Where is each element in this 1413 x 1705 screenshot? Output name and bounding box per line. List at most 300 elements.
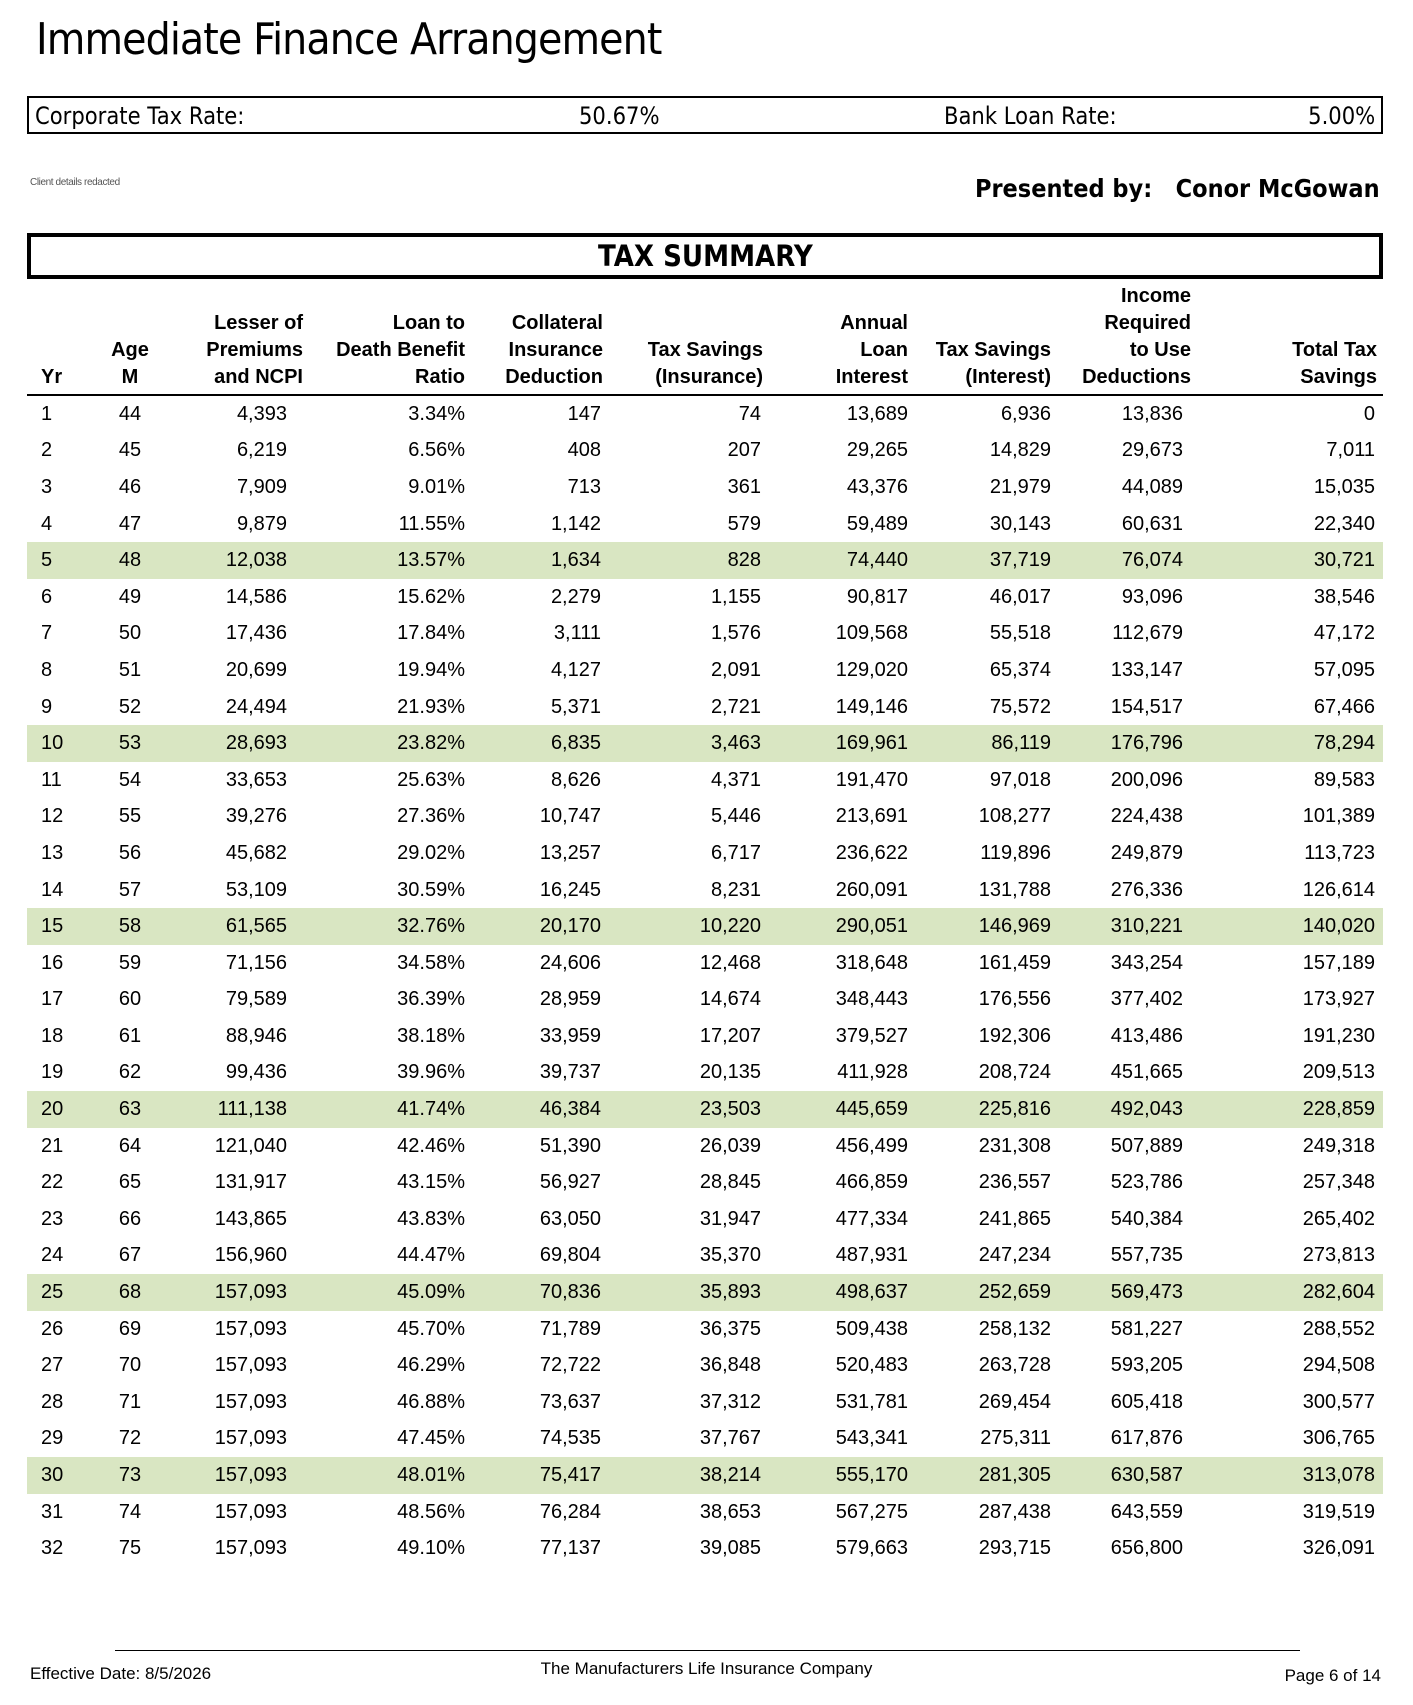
company-name: The Manufacturers Life Insurance Company <box>540 1659 873 1678</box>
cell-age: 64 <box>118 1134 142 1157</box>
cell-collateral-deduction: 75,417 <box>471 1457 609 1494</box>
table-row <box>27 725 1383 762</box>
cell-tax-savings-insurance: 39,085 <box>699 1537 761 1560</box>
cell-tax-savings-insurance: 579 <box>727 512 761 535</box>
table-row <box>27 1018 1383 1055</box>
cell-total-tax-savings: 273,813 <box>1302 1244 1375 1267</box>
cell-premiums: 20,699 <box>225 658 287 681</box>
cell-age: 48 <box>89 542 171 579</box>
cell-yr: 2 <box>41 439 53 462</box>
presented-by <box>975 174 1380 203</box>
cell-tax-savings-insurance: 2,091 <box>710 658 761 681</box>
table-row <box>27 762 1383 799</box>
cell-total-tax-savings: 126,614 <box>1302 878 1375 901</box>
header-line: Required <box>1104 312 1191 334</box>
cell-tax-savings-interest: 46,017 <box>989 585 1051 608</box>
bank-loan-rate-label: Bank Loan Rate: <box>944 102 1117 130</box>
cell-collateral-deduction: 69,804 <box>539 1244 601 1267</box>
cell-collateral-deduction: 76,284 <box>539 1500 601 1523</box>
cell-loan-ratio: 3.34% <box>408 402 465 425</box>
page-number: Page 6 of 14 <box>1284 1666 1381 1685</box>
cell-annual-loan-interest: 445,659 <box>769 1091 914 1128</box>
cell-age: 53 <box>89 725 171 762</box>
cell-income-required: 76,074 <box>1057 542 1197 579</box>
header-line: Tax Savings <box>647 339 763 361</box>
cell-yr: 29 <box>41 1427 64 1450</box>
cell-yr: 30 <box>27 1457 89 1494</box>
cell-collateral-deduction: 71,789 <box>539 1317 601 1340</box>
cell-loan-ratio: 43.15% <box>397 1171 465 1194</box>
table-row <box>27 616 1383 653</box>
cell-income-required: 112,679 <box>1112 622 1183 645</box>
footer-divider <box>115 1650 1300 1651</box>
cell-tax-savings-insurance: 12,468 <box>699 951 761 974</box>
cell-age: 70 <box>118 1354 142 1377</box>
cell-loan-ratio: 43.83% <box>397 1207 465 1230</box>
cell-income-required: 224,438 <box>1110 805 1183 828</box>
cell-loan-ratio: 25.63% <box>397 768 465 791</box>
cell-income-required: 581,227 <box>1110 1317 1183 1340</box>
cell-total-tax-savings: 113,723 <box>1304 841 1375 864</box>
table-row <box>27 1311 1383 1348</box>
cell-age: 58 <box>89 908 171 945</box>
cell-loan-ratio: 34.58% <box>397 951 465 974</box>
cell-annual-loan-interest: 579,663 <box>835 1537 908 1560</box>
cell-premiums: 111,138 <box>171 1091 309 1128</box>
cell-tax-savings-insurance: 36,375 <box>699 1317 761 1340</box>
cell-income-required: 451,665 <box>1110 1061 1183 1084</box>
cell-premiums: 131,917 <box>214 1171 287 1194</box>
cell-age: 68 <box>89 1274 171 1311</box>
cell-loan-ratio: 21.93% <box>397 695 465 718</box>
cell-income-required: 310,221 <box>1057 908 1197 945</box>
cell-total-tax-savings: 313,078 <box>1197 1457 1383 1494</box>
cell-tax-savings-insurance: 37,312 <box>699 1390 761 1413</box>
cell-total-tax-savings: 191,230 <box>1302 1024 1375 1047</box>
table-row <box>27 652 1383 689</box>
cell-collateral-deduction: 16,245 <box>539 878 601 901</box>
cell-age: 75 <box>118 1537 142 1560</box>
cell-income-required: 343,254 <box>1110 951 1183 974</box>
cell-collateral-deduction: 1,142 <box>550 512 601 535</box>
cell-collateral-deduction: 8,626 <box>550 768 601 791</box>
table-row <box>27 908 1383 945</box>
cell-loan-ratio: 6.56% <box>408 439 465 462</box>
header-line: Death Benefit <box>336 339 465 361</box>
cell-tax-savings-insurance: 14,674 <box>699 988 761 1011</box>
cell-yr: 12 <box>41 805 64 828</box>
cell-annual-loan-interest: 543,341 <box>835 1427 908 1450</box>
cell-tax-savings-insurance: 35,370 <box>699 1244 761 1267</box>
cell-age: 62 <box>118 1061 142 1084</box>
table-row <box>27 689 1383 726</box>
cell-tax-savings-interest: 65,374 <box>989 658 1051 681</box>
cell-collateral-deduction: 10,747 <box>539 805 601 828</box>
cell-premiums: 157,093 <box>171 1274 309 1311</box>
cell-loan-ratio: 15.62% <box>397 585 465 608</box>
cell-loan-ratio: 17.84% <box>397 622 465 645</box>
cell-tax-savings-insurance: 36,848 <box>699 1354 761 1377</box>
cell-age: 54 <box>118 768 142 791</box>
header-line: Age <box>111 339 149 361</box>
cell-income-required: 200,096 <box>1110 768 1183 791</box>
table-row <box>27 1384 1383 1421</box>
header-collateral-deduction <box>471 279 609 395</box>
table-header-row <box>27 279 1383 395</box>
cell-premiums: 53,109 <box>225 878 287 901</box>
cell-collateral-deduction: 33,959 <box>539 1024 601 1047</box>
cell-yr: 14 <box>41 878 64 901</box>
header-age <box>89 279 171 395</box>
cell-premiums: 28,693 <box>171 725 309 762</box>
cell-age: 59 <box>118 951 142 974</box>
cell-loan-ratio: 30.59% <box>397 878 465 901</box>
cell-tax-savings-interest: 236,557 <box>978 1171 1051 1194</box>
table-row <box>27 1421 1383 1458</box>
cell-loan-ratio: 48.56% <box>397 1500 465 1523</box>
cell-age: 60 <box>118 988 142 1011</box>
header-line: Savings <box>1300 366 1377 388</box>
header-line: Income <box>1120 285 1191 307</box>
cell-collateral-deduction: 3,111 <box>553 622 601 645</box>
bank-loan-rate-value: 5.00% <box>1307 102 1375 130</box>
cell-loan-ratio: 39.96% <box>397 1061 465 1084</box>
header-line: (Interest) <box>965 366 1051 388</box>
cell-premiums: 33,653 <box>225 768 287 791</box>
cell-collateral-deduction: 147 <box>567 402 601 425</box>
cell-total-tax-savings: 30,721 <box>1197 542 1383 579</box>
corporate-tax-rate-label: Corporate Tax Rate: <box>35 102 245 130</box>
cell-loan-ratio: 36.39% <box>397 988 465 1011</box>
cell-total-tax-savings: 257,348 <box>1302 1171 1375 1194</box>
cell-age: 51 <box>118 658 142 681</box>
cell-tax-savings-insurance: 6,717 <box>710 841 761 864</box>
cell-collateral-deduction: 2,279 <box>550 585 601 608</box>
cell-yr: 17 <box>41 988 64 1011</box>
header-tax-savings-insurance <box>609 279 769 395</box>
cell-total-tax-savings: 306,765 <box>1302 1427 1375 1450</box>
cell-total-tax-savings: 288,552 <box>1302 1317 1375 1340</box>
cell-premiums: 157,093 <box>214 1317 287 1340</box>
cell-age: 65 <box>118 1171 142 1194</box>
cell-age: 56 <box>118 841 142 864</box>
cell-tax-savings-interest: 14,829 <box>989 439 1051 462</box>
table-row <box>27 945 1383 982</box>
cell-premiums: 61,565 <box>171 908 309 945</box>
cell-tax-savings-insurance: 17,207 <box>699 1024 761 1047</box>
cell-total-tax-savings: 57,095 <box>1313 658 1375 681</box>
cell-yr: 16 <box>41 951 64 974</box>
cell-tax-savings-interest: 161,459 <box>978 951 1051 974</box>
cell-loan-ratio: 27.36% <box>397 805 465 828</box>
cell-tax-savings-interest: 192,306 <box>978 1024 1051 1047</box>
cell-premiums: 88,946 <box>225 1024 287 1047</box>
cell-income-required: 507,889 <box>1110 1134 1183 1157</box>
cell-income-required: 593,205 <box>1110 1354 1183 1377</box>
cell-tax-savings-interest: 30,143 <box>989 512 1051 535</box>
cell-collateral-deduction: 72,722 <box>539 1354 601 1377</box>
cell-tax-savings-interest: 119,896 <box>980 841 1051 864</box>
header-premiums <box>171 279 309 395</box>
cell-income-required: 540,384 <box>1110 1207 1183 1230</box>
corporate-tax-rate-value: 50.67% <box>579 102 660 130</box>
cell-collateral-deduction: 77,137 <box>539 1537 601 1560</box>
cell-income-required: 154,517 <box>1110 695 1183 718</box>
cell-tax-savings-interest: 86,119 <box>914 725 1057 762</box>
cell-loan-ratio: 23.82% <box>309 725 471 762</box>
cell-total-tax-savings: 249,318 <box>1302 1134 1375 1157</box>
cell-tax-savings-insurance: 2,721 <box>710 695 761 718</box>
cell-collateral-deduction: 56,927 <box>539 1171 601 1194</box>
cell-premiums: 157,093 <box>214 1427 287 1450</box>
header-line: M <box>121 366 139 388</box>
cell-total-tax-savings: 38,546 <box>1313 585 1375 608</box>
cell-premiums: 121,040 <box>214 1134 287 1157</box>
cell-tax-savings-insurance: 8,231 <box>710 878 761 901</box>
cell-age: 57 <box>118 878 142 901</box>
cell-tax-savings-interest: 97,018 <box>989 768 1051 791</box>
presented-by-label: Presented by: <box>975 174 1153 203</box>
cell-total-tax-savings: 22,340 <box>1313 512 1375 535</box>
cell-collateral-deduction: 46,384 <box>471 1091 609 1128</box>
cell-annual-loan-interest: 109,568 <box>835 622 908 645</box>
cell-income-required: 630,587 <box>1057 1457 1197 1494</box>
cell-collateral-deduction: 408 <box>567 439 601 462</box>
cell-yr: 6 <box>41 585 53 608</box>
cell-tax-savings-interest: 293,715 <box>978 1537 1051 1560</box>
cell-age: 46 <box>118 475 142 498</box>
effective-date: Effective Date: 8/5/2026 <box>30 1664 212 1683</box>
cell-yr: 25 <box>27 1274 89 1311</box>
header-line: Lesser of <box>214 312 303 334</box>
cell-tax-savings-interest: 176,556 <box>978 988 1051 1011</box>
cell-income-required: 656,800 <box>1110 1537 1183 1560</box>
cell-tax-savings-insurance: 361 <box>727 475 761 498</box>
cell-tax-savings-insurance: 828 <box>609 542 769 579</box>
cell-premiums: 156,960 <box>214 1244 287 1267</box>
cell-annual-loan-interest: 59,489 <box>846 512 908 535</box>
cell-loan-ratio: 38.18% <box>397 1024 465 1047</box>
cell-premiums: 99,436 <box>225 1061 287 1084</box>
table-row <box>27 1238 1383 1275</box>
cell-loan-ratio: 29.02% <box>397 841 465 864</box>
cell-tax-savings-interest: 269,454 <box>978 1390 1051 1413</box>
header-annual-loan-interest <box>769 279 914 395</box>
tax-summary-table <box>27 279 1383 1567</box>
table-row <box>27 1457 1383 1494</box>
cell-premiums: 39,276 <box>225 805 287 828</box>
cell-loan-ratio: 19.94% <box>397 658 465 681</box>
cell-loan-ratio: 47.45% <box>397 1427 465 1450</box>
cell-tax-savings-interest: 75,572 <box>989 695 1051 718</box>
cell-income-required: 249,879 <box>1110 841 1183 864</box>
rates-box <box>27 96 1383 134</box>
cell-total-tax-savings: 282,604 <box>1197 1274 1383 1311</box>
cell-yr: 21 <box>41 1134 64 1157</box>
section-header-box <box>27 233 1383 279</box>
cell-total-tax-savings: 47,172 <box>1313 622 1375 645</box>
table-row <box>27 982 1383 1019</box>
cell-annual-loan-interest: 149,146 <box>835 695 908 718</box>
cell-income-required: 557,735 <box>1110 1244 1183 1267</box>
cell-collateral-deduction: 63,050 <box>539 1207 601 1230</box>
cell-tax-savings-insurance: 20,135 <box>699 1061 761 1084</box>
cell-income-required: 176,796 <box>1057 725 1197 762</box>
cell-collateral-deduction: 5,371 <box>550 695 601 718</box>
cell-yr: 3 <box>41 475 53 498</box>
cell-annual-loan-interest: 43,376 <box>846 475 908 498</box>
cell-age: 47 <box>118 512 142 535</box>
cell-total-tax-savings: 89,583 <box>1313 768 1375 791</box>
cell-yr: 27 <box>41 1354 64 1377</box>
cell-total-tax-savings: 67,466 <box>1313 695 1375 718</box>
cell-total-tax-savings: 228,859 <box>1197 1091 1383 1128</box>
cell-premiums: 45,682 <box>225 841 287 864</box>
cell-yr: 32 <box>41 1537 64 1560</box>
table-row <box>27 835 1383 872</box>
cell-total-tax-savings: 140,020 <box>1197 908 1383 945</box>
table-row <box>27 1530 1383 1567</box>
header-loan-ratio <box>309 279 471 395</box>
cell-tax-savings-interest: 231,308 <box>978 1134 1051 1157</box>
cell-collateral-deduction: 1,634 <box>471 542 609 579</box>
cell-total-tax-savings: 294,508 <box>1302 1354 1375 1377</box>
header-line: Premiums <box>206 339 303 361</box>
cell-tax-savings-interest: 37,719 <box>914 542 1057 579</box>
cell-tax-savings-insurance: 23,503 <box>609 1091 769 1128</box>
cell-total-tax-savings: 78,294 <box>1197 725 1383 762</box>
header-line: Yr <box>41 366 63 388</box>
table-row <box>27 506 1383 543</box>
cell-premiums: 12,038 <box>171 542 309 579</box>
cell-annual-loan-interest: 456,499 <box>835 1134 908 1157</box>
cell-income-required: 643,559 <box>1110 1500 1183 1523</box>
cell-tax-savings-insurance: 31,947 <box>699 1207 761 1230</box>
cell-tax-savings-insurance: 1,155 <box>710 585 761 608</box>
cell-tax-savings-insurance: 3,463 <box>609 725 769 762</box>
page-title: Immediate Finance Arrangement <box>36 14 662 65</box>
cell-yr: 1 <box>41 402 53 425</box>
cell-age: 71 <box>118 1390 142 1413</box>
cell-income-required: 492,043 <box>1057 1091 1197 1128</box>
cell-yr: 5 <box>27 542 89 579</box>
cell-age: 73 <box>89 1457 171 1494</box>
cell-tax-savings-interest: 275,311 <box>980 1427 1051 1450</box>
cell-tax-savings-interest: 252,659 <box>914 1274 1057 1311</box>
cell-yr: 11 <box>41 768 62 791</box>
cell-age: 55 <box>118 805 142 828</box>
cell-tax-savings-insurance: 1,576 <box>710 622 761 645</box>
cell-tax-savings-interest: 55,518 <box>989 622 1051 645</box>
cell-age: 74 <box>118 1500 142 1523</box>
cell-collateral-deduction: 73,637 <box>539 1390 601 1413</box>
table-body <box>27 395 1383 1567</box>
table-row <box>27 872 1383 909</box>
cell-age: 61 <box>118 1024 142 1047</box>
cell-age: 44 <box>118 402 142 425</box>
header-line: Interest <box>835 366 908 388</box>
cell-tax-savings-insurance: 28,845 <box>699 1171 761 1194</box>
cell-income-required: 377,402 <box>1110 988 1183 1011</box>
cell-income-required: 13,836 <box>1121 402 1183 425</box>
cell-tax-savings-interest: 21,979 <box>989 475 1051 498</box>
cell-tax-savings-interest: 247,234 <box>978 1244 1051 1267</box>
header-line: (Insurance) <box>655 366 763 388</box>
cell-annual-loan-interest: 555,170 <box>769 1457 914 1494</box>
cell-collateral-deduction: 6,835 <box>471 725 609 762</box>
table-row <box>27 469 1383 506</box>
cell-annual-loan-interest: 348,443 <box>835 988 908 1011</box>
cell-collateral-deduction: 51,390 <box>539 1134 601 1157</box>
cell-income-required: 60,631 <box>1121 512 1183 535</box>
table-row <box>27 1164 1383 1201</box>
cell-age: 69 <box>118 1317 142 1340</box>
cell-collateral-deduction: 70,836 <box>471 1274 609 1311</box>
cell-yr: 24 <box>41 1244 64 1267</box>
header-line: Loan <box>860 339 908 361</box>
cell-tax-savings-insurance: 4,371 <box>710 768 761 791</box>
cell-income-required: 29,673 <box>1121 439 1183 462</box>
table-row <box>27 433 1383 470</box>
cell-yr: 31 <box>41 1500 64 1523</box>
header-line: Collateral <box>511 312 603 334</box>
table-row <box>27 542 1383 579</box>
cell-age: 63 <box>89 1091 171 1128</box>
cell-annual-loan-interest: 531,781 <box>835 1390 908 1413</box>
cell-annual-loan-interest: 379,527 <box>835 1024 908 1047</box>
cell-premiums: 157,093 <box>214 1354 287 1377</box>
cell-collateral-deduction: 28,959 <box>539 988 601 1011</box>
cell-tax-savings-interest: 208,724 <box>978 1061 1051 1084</box>
cell-loan-ratio: 42.46% <box>397 1134 465 1157</box>
cell-yr: 8 <box>41 658 53 681</box>
table-row <box>27 579 1383 616</box>
cell-tax-savings-insurance: 74 <box>738 402 761 425</box>
cell-annual-loan-interest: 236,622 <box>835 841 908 864</box>
cell-yr: 19 <box>41 1061 64 1084</box>
cell-loan-ratio: 45.09% <box>309 1274 471 1311</box>
cell-premiums: 157,093 <box>214 1500 287 1523</box>
cell-collateral-deduction: 4,127 <box>550 658 601 681</box>
cell-income-required: 44,089 <box>1121 475 1183 498</box>
cell-premiums: 157,093 <box>171 1457 309 1494</box>
cell-total-tax-savings: 265,402 <box>1302 1207 1375 1230</box>
cell-total-tax-savings: 157,189 <box>1302 951 1375 974</box>
cell-annual-loan-interest: 74,440 <box>769 542 914 579</box>
cell-loan-ratio: 49.10% <box>397 1537 465 1560</box>
cell-premiums: 14,586 <box>225 585 287 608</box>
cell-total-tax-savings: 300,577 <box>1302 1390 1375 1413</box>
cell-annual-loan-interest: 213,691 <box>835 805 908 828</box>
cell-annual-loan-interest: 191,470 <box>835 768 908 791</box>
cell-tax-savings-interest: 241,865 <box>978 1207 1051 1230</box>
cell-income-required: 413,486 <box>1110 1024 1183 1047</box>
cell-premiums: 7,909 <box>236 475 287 498</box>
cell-loan-ratio: 44.47% <box>397 1244 465 1267</box>
table-row <box>27 1091 1383 1128</box>
cell-annual-loan-interest: 477,334 <box>835 1207 908 1230</box>
cell-loan-ratio: 32.76% <box>309 908 471 945</box>
cell-yr: 20 <box>27 1091 89 1128</box>
cell-collateral-deduction: 13,257 <box>539 841 601 864</box>
cell-premiums: 9,879 <box>236 512 287 535</box>
cell-total-tax-savings: 319,519 <box>1302 1500 1375 1523</box>
cell-yr: 18 <box>41 1024 64 1047</box>
cell-loan-ratio: 45.70% <box>397 1317 465 1340</box>
cell-yr: 7 <box>41 622 53 645</box>
cell-age: 52 <box>118 695 142 718</box>
cell-yr: 13 <box>41 841 64 864</box>
